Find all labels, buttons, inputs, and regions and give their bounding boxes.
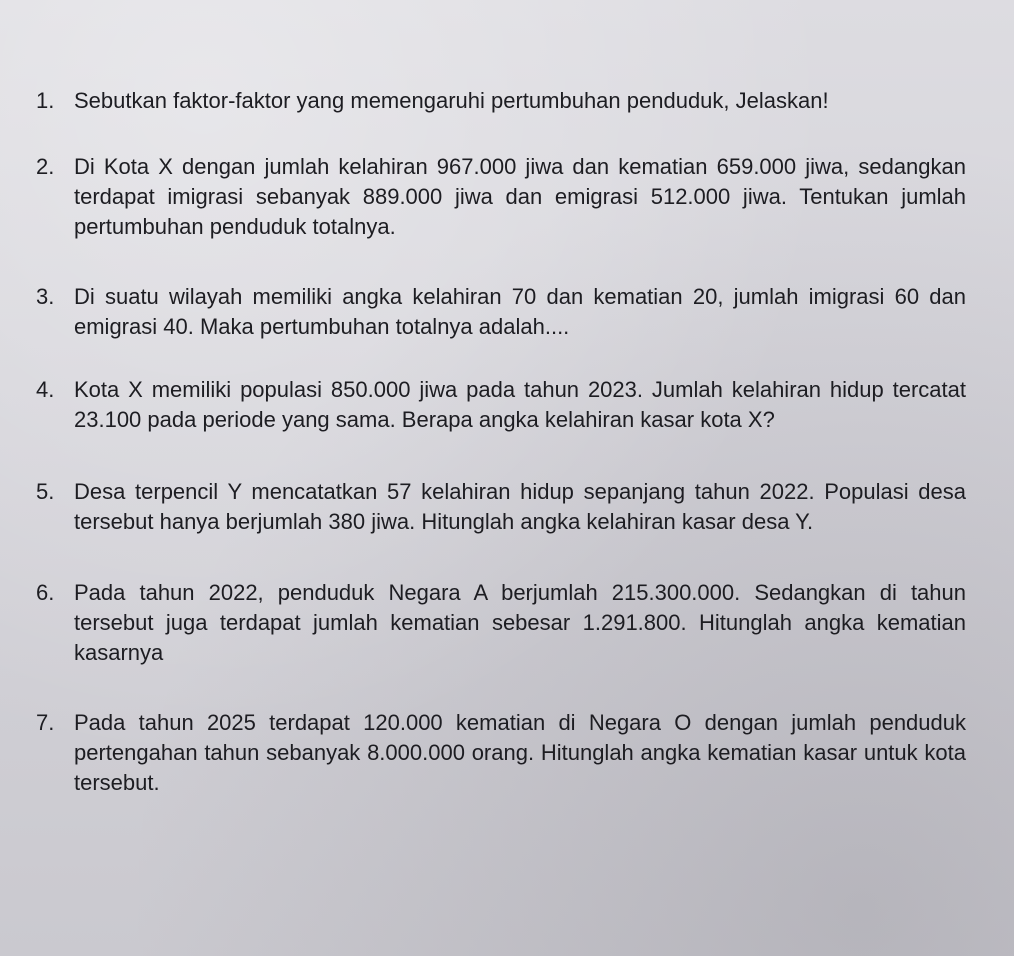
question-text: Kota X memiliki populasi 850.000 jiwa pada tahun 2023. Jumlah kelahiran hidup tercatat 23.100 pada periode yang sama. Berapa angka kelahiran kasar kota X?: [74, 377, 966, 432]
question-number: 5.: [36, 479, 55, 504]
question-text: Pada tahun 2025 terdapat 120.000 kematian di Negara O dengan jumlah penduduk pertengahan tahun sebanyak 8.000.000 orang. Hitunglah angka kematian kasar untuk kota tersebut.: [74, 710, 966, 795]
question-number: 3.: [36, 284, 55, 309]
question-number: 2.: [36, 154, 55, 179]
question-5: [36, 477, 966, 537]
question-text: Di suatu wilayah memiliki angka kelahiran 70 dan kematian 20, jumlah imigrasi 60 dan emigrasi 40. Maka pertumbuhan totalnya adalah....: [74, 284, 966, 339]
question-text: Sebutkan faktor-faktor yang memengaruhi pertumbuhan penduduk, Jelaskan!: [74, 88, 829, 113]
question-number: 4.: [36, 377, 55, 402]
question-2: [36, 152, 966, 242]
question-number: 7.: [36, 710, 55, 735]
question-text: Desa terpencil Y mencatatkan 57 kelahiran hidup sepanjang tahun 2022. Populasi desa tersebut hanya berjumlah 380 jiwa. Hitunglah angka kelahiran kasar desa Y.: [74, 479, 966, 534]
question-3: [36, 282, 966, 342]
question-number: 1.: [36, 88, 55, 113]
question-text: Pada tahun 2022, penduduk Negara A berjumlah 215.300.000. Sedangkan di tahun tersebut juga terdapat jumlah kematian sebesar 1.291.800. Hitunglah angka kematian kasarnya: [74, 580, 966, 665]
question-1: [36, 86, 966, 116]
question-text: Di Kota X dengan jumlah kelahiran 967.000 jiwa dan kematian 659.000 jiwa, sedangkan terdapat imigrasi sebanyak 889.000 jiwa dan emigrasi 512.000 jiwa. Tentukan jumlah pertumbuhan penduduk totalnya.: [74, 154, 966, 239]
question-6: [36, 578, 966, 668]
question-7: [36, 708, 966, 798]
question-number: 6.: [36, 580, 55, 605]
question-4: [36, 375, 966, 435]
